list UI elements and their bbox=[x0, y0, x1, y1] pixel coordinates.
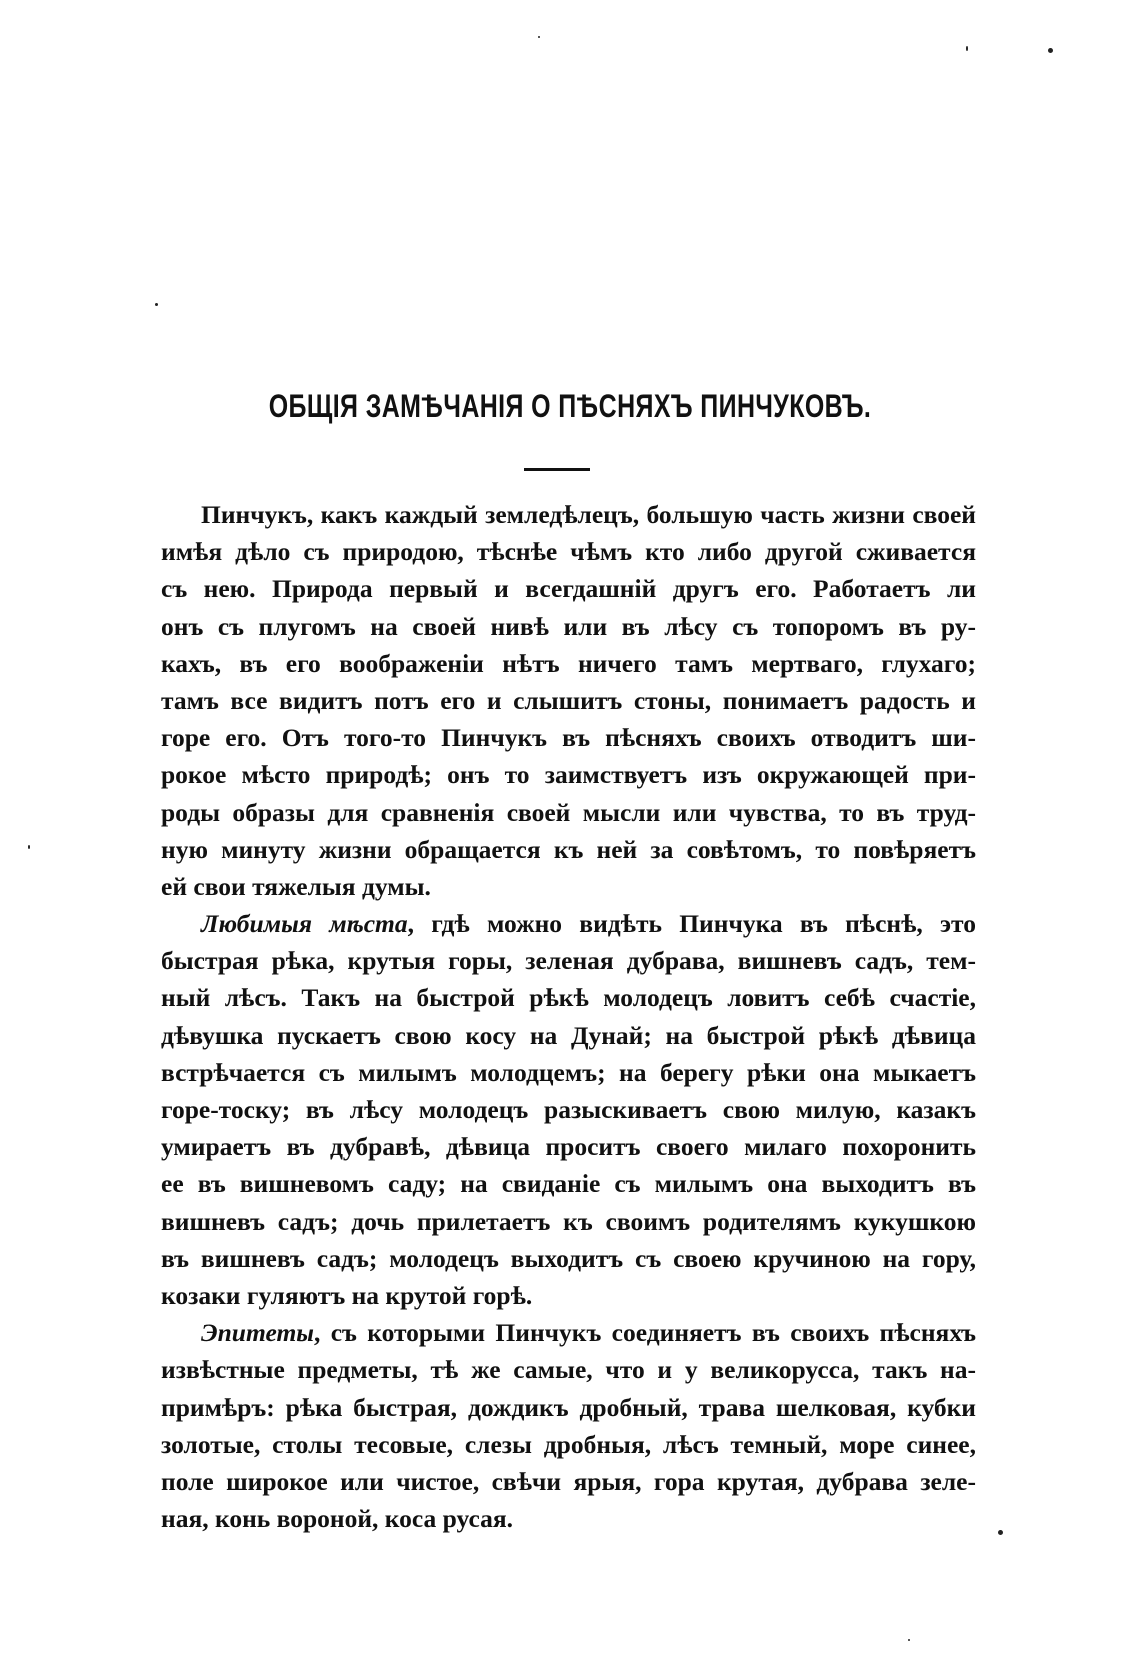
text-line: козаки гуляютъ на крутой горѣ. bbox=[161, 1280, 533, 1310]
scan-speck bbox=[28, 845, 30, 849]
scan-speck bbox=[998, 1530, 1003, 1535]
text-line: съ нею. Природа первый и всегдашній другъ его. Работаетъ ли bbox=[161, 574, 976, 604]
scan-speck bbox=[155, 303, 158, 306]
text-line: тамъ все видитъ потъ его и слышитъ стоны, понимаетъ радость и bbox=[161, 685, 976, 715]
text-line: дѣвушка пускаетъ свою косу на Дунай; на быстрой рѣкѣ дѣвица bbox=[161, 1020, 976, 1050]
text-body bbox=[161, 496, 976, 1537]
italic-term: Любимыя мѣста bbox=[201, 909, 408, 939]
text-line-lead bbox=[161, 905, 976, 942]
text-line: умираетъ въ дубравѣ, дѣвица проситъ своего милаго похоронить bbox=[161, 1132, 976, 1162]
lead-text: , съ которыми Пинчукъ соединяетъ въ своихъ пѣсняхъ bbox=[313, 1318, 976, 1348]
text-line: примѣръ: рѣка быстрая, дождикъ дробный, трава шелковая, кубки bbox=[161, 1392, 976, 1422]
text-line: быстрая рѣка, крутыя горы, зеленая дубрава, вишневъ садъ, тем- bbox=[161, 946, 976, 976]
text-line: ее въ вишневомъ саду; на свиданіе съ милымъ она выходитъ въ bbox=[161, 1169, 976, 1199]
text-line: поле широкое или чистое, свѣчи ярыя, гора крутая, дубрава зеле- bbox=[161, 1466, 976, 1496]
text-line: горе-тоску; въ лѣсу молодецъ разыскиваетъ свою милую, казакъ bbox=[161, 1095, 976, 1124]
text-line: онъ съ плугомъ на своей нивѣ или въ лѣсу съ топоромъ въ ру- bbox=[161, 611, 976, 641]
title-divider bbox=[524, 468, 590, 471]
text-line: кахъ, въ его воображеніи нѣтъ ничего тамъ мертваго, глухаго; bbox=[161, 648, 976, 678]
text-line: извѣстные предметы, тѣ же самые, что и у великорусса, такъ на- bbox=[161, 1355, 976, 1385]
text-line: Пинчукъ, какъ каждый земледѣлецъ, большую часть жизни своей bbox=[201, 500, 976, 529]
text-line: ей свои тяжелыя думы. bbox=[161, 871, 431, 901]
text-line: роды образы для сравненія своей мысли или чувства, то въ труд- bbox=[161, 797, 976, 827]
text-line: ную минуту жизни обращается къ ней за совѣтомъ, то повѣряетъ bbox=[161, 834, 976, 864]
lead-text: , гдѣ можно видѣть Пинчука въ пѣснѣ, это bbox=[407, 909, 976, 939]
text-line: ная, конь вороной, коса русая. bbox=[161, 1504, 514, 1534]
page-title: ОБЩІЯ ЗАМѢЧАНІЯ О ПѢСНЯХЪ ПИНЧУКОВЪ. bbox=[268, 388, 872, 424]
text-line: золотые, столы тесовые, слезы дробныя, лѣсъ темный, море синее, bbox=[161, 1429, 976, 1459]
text-line: имѣя дѣло съ природою, тѣснѣе чѣмъ кто либо другой сживается bbox=[161, 537, 976, 567]
text-line: ный лѣсъ. Такъ на быстрой рѣкѣ молодецъ ловитъ себѣ счастіе, bbox=[161, 983, 976, 1013]
text-line: встрѣчается съ милымъ молодцемъ; на берегу рѣки она мыкаетъ bbox=[161, 1057, 976, 1087]
text-line: вишневъ садъ; дочь прилетаетъ къ своимъ родителямъ кукушкою bbox=[161, 1206, 976, 1236]
text-line: горе его. Отъ того-то Пинчукъ въ пѣсняхъ своихъ отводитъ ши- bbox=[161, 723, 976, 753]
text-line: въ вишневъ садъ; молодецъ выходитъ съ своею кручиною на гору, bbox=[161, 1243, 976, 1273]
scan-speck bbox=[538, 36, 540, 38]
scan-speck bbox=[966, 46, 968, 51]
text-line: рокое мѣсто природѣ; онъ то заимствуетъ изъ окружающей при- bbox=[161, 760, 976, 790]
italic-term: Эпитеты bbox=[201, 1318, 314, 1348]
scan-speck bbox=[908, 1639, 910, 1641]
scan-speck bbox=[1048, 48, 1053, 53]
text-line-lead bbox=[161, 1314, 976, 1351]
